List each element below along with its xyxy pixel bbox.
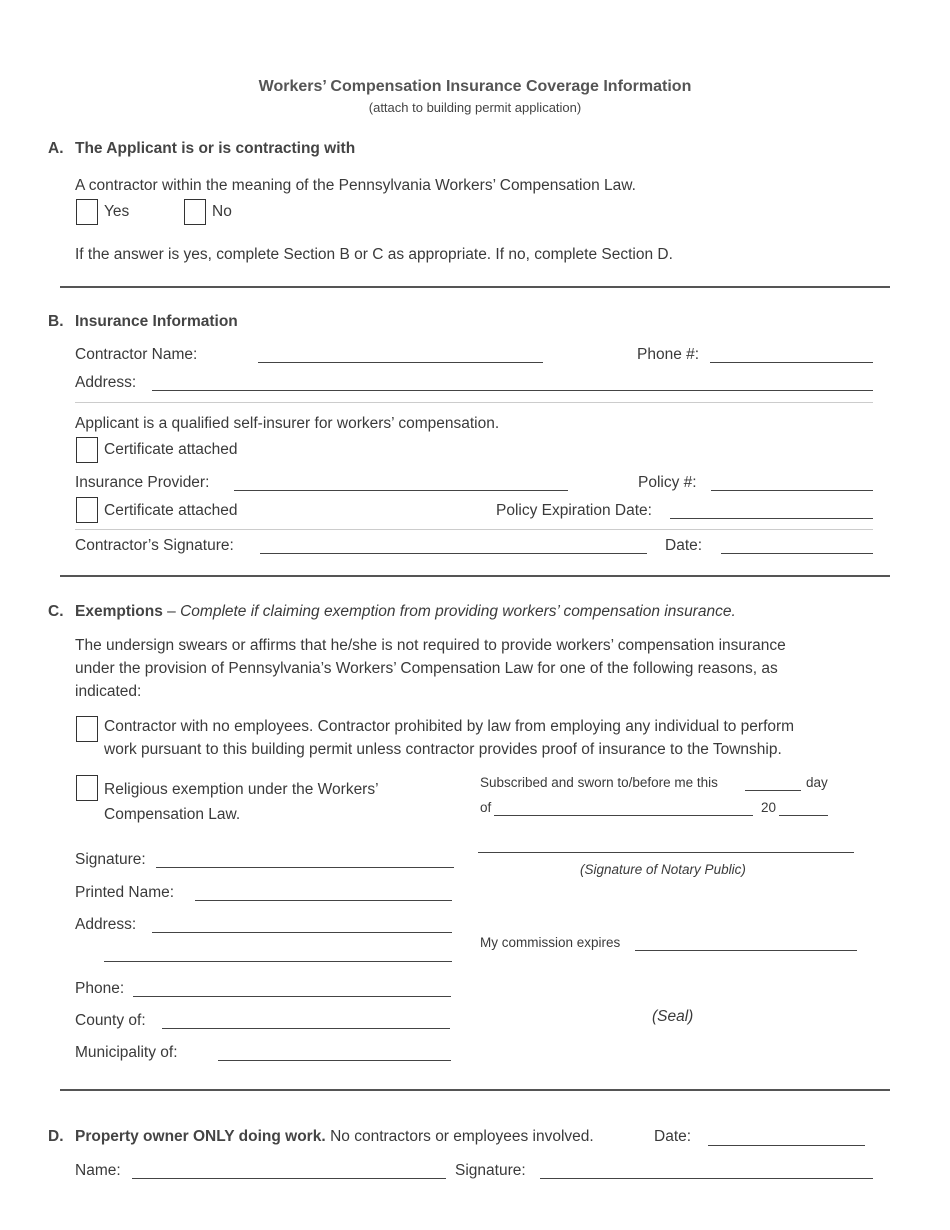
self-insurer-certificate-checkbox[interactable] [76,437,98,463]
contractor-question: A contractor within the meaning of the Pennsylvania Workers’ Compensation Law. [75,177,636,194]
divider-b-c [60,575,890,577]
year-field[interactable] [779,815,828,816]
insurance-provider-field[interactable] [234,490,568,491]
religious-exemption-line1: Religious exemption under the Workers’ [104,781,379,798]
policy-field[interactable] [711,490,873,491]
self-insurer-certificate-label: Certificate attached [104,441,238,458]
county-field[interactable] [162,1028,450,1029]
section-b-heading: Insurance Information [75,313,238,330]
phone-field[interactable] [710,362,873,363]
section-a-instruction: If the answer is yes, complete Section B or C as appropriate. If no, complete Section D. [75,246,673,263]
religious-exemption-line2: Compensation Law. [104,806,241,823]
c-printed-name-label: Printed Name: [75,884,175,901]
section-c-heading-italic: Complete if claiming exemption from providing workers’ compensation insurance. [180,603,736,620]
commission-label: My commission expires [480,935,621,950]
policy-expiration-field[interactable] [670,518,873,519]
phone-label: Phone #: [637,346,700,363]
day-text: day [806,775,828,790]
municipality-field[interactable] [218,1060,451,1061]
month-field[interactable] [494,815,753,816]
divider-a-b [60,286,890,288]
section-b-letter: B. [48,313,64,330]
subscribed-text: Subscribed and sworn to/before me this [480,775,718,790]
c-signature-label: Signature: [75,851,146,868]
policy-expiration-label: Policy Expiration Date: [496,502,652,519]
of-text: of [480,800,492,815]
section-c-dash: – [162,603,181,620]
contractor-signature-label: Contractor’s Signature: [75,537,234,554]
seal-text: (Seal) [652,1008,694,1025]
no-label: No [212,203,232,220]
d-name-label: Name: [75,1162,121,1179]
insurance-certificate-checkbox[interactable] [76,497,98,523]
section-d-text: No contractors or employees involved. [330,1128,594,1145]
section-d-heading: Property owner ONLY doing work. [75,1128,326,1145]
no-checkbox[interactable] [184,199,206,225]
yes-label: Yes [104,203,130,220]
contractor-name-label: Contractor Name: [75,346,198,363]
c-address-field[interactable] [152,932,452,933]
contractor-signature-field[interactable] [260,553,647,554]
c-printed-name-field[interactable] [195,900,452,901]
commission-field[interactable] [635,950,857,951]
yes-checkbox[interactable] [76,199,98,225]
section-d-letter: D. [48,1128,64,1145]
date-field[interactable] [721,553,873,554]
d-date-label: Date: [654,1128,692,1145]
section-c-letter: C. [48,603,64,620]
section-a-letter: A. [48,140,64,157]
section-c-heading: Exemptions [75,603,163,620]
c-address-field-2[interactable] [104,961,452,962]
section-d-heading-row [75,1128,594,1146]
c-address-label: Address: [75,916,137,933]
c-phone-label: Phone: [75,980,125,997]
municipality-label: Municipality of: [75,1044,178,1061]
year-prefix: 20 [761,800,777,815]
form-title: Workers’ Compensation Insurance Coverage Information [258,78,692,95]
no-employees-line2: work pursuant to this building permit unless contractor provides proof of insurance to the Township. [104,741,782,758]
religious-exemption-checkbox[interactable] [76,775,98,801]
exemption-paragraph-line3: indicated: [75,683,142,700]
exemption-paragraph-line2: under the provision of Pennsylvania’s Workers’ Compensation Law for one of the following reasons, as [75,660,778,677]
d-date-field[interactable] [708,1145,865,1146]
divider-c-d [60,1089,890,1091]
no-employees-checkbox[interactable] [76,716,98,742]
section-b-separator [75,402,873,403]
notary-signature-field[interactable] [478,852,854,853]
exemption-paragraph-line1: The undersign swears or affirms that he/she is not required to provide workers’ compensation insurance [75,637,786,654]
d-signature-label: Signature: [455,1162,526,1179]
no-employees-line1: Contractor with no employees. Contractor prohibited by law from employing any individual to perform [104,718,795,735]
section-a-heading: The Applicant is or is contracting with [75,140,356,157]
date-label: Date: [665,537,703,554]
d-name-field[interactable] [132,1178,446,1179]
d-signature-field[interactable] [540,1178,873,1179]
address-label: Address: [75,374,137,391]
form-subtitle: (attach to building permit application) [368,100,582,115]
section-b-separator-2 [75,529,873,530]
day-field[interactable] [745,790,801,791]
self-insurer-text: Applicant is a qualified self-insurer for workers’ compensation. [75,415,500,432]
notary-caption: (Signature of Notary Public) [580,862,746,877]
address-field[interactable] [152,390,873,391]
c-phone-field[interactable] [133,996,451,997]
policy-label: Policy #: [638,474,697,491]
contractor-name-field[interactable] [258,362,543,363]
insurance-certificate-label: Certificate attached [104,502,238,519]
county-label: County of: [75,1012,146,1029]
section-c-heading-row [75,603,736,621]
c-signature-field[interactable] [156,867,454,868]
insurance-provider-label: Insurance Provider: [75,474,210,491]
